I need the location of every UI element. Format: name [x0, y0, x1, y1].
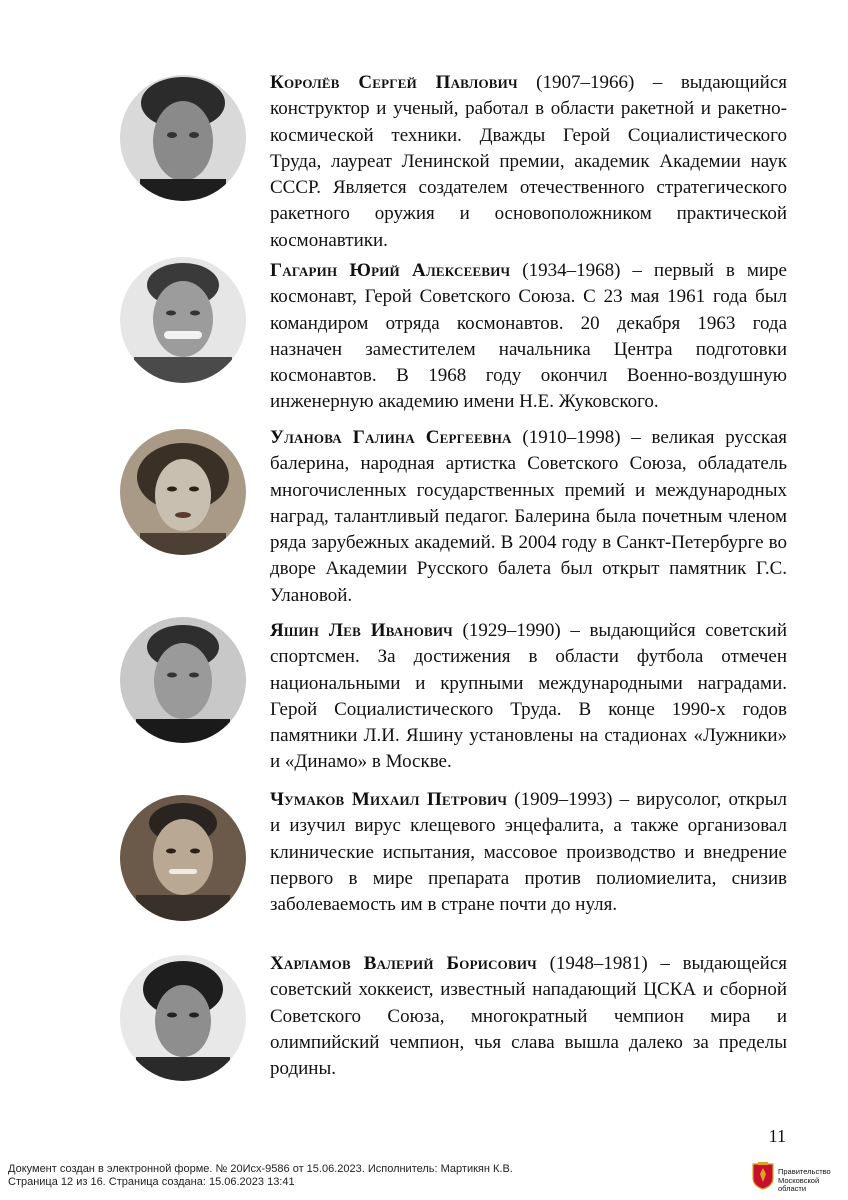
portrait-gagarin — [120, 257, 246, 383]
biography-body: (1909–1993) – вирусолог, открыл и изучил вирус клещевого энцефалита, а также организовал клинические испытания, массовое производство и внедрение первого в мире препарата против полиомиелита, снизив заболеваемость им в стране почти до нуля. — [270, 789, 788, 916]
biography-text — [270, 618, 787, 776]
biography-body: (1929–1990) – выдающийся советский спортсмен. За достижения в области футбола отмечен национальными и крупными международными наградами. Герой Социалистического Труда. В конце 1990-х годов памятники Л.И. Яшину установлены на стадионах «Лужники» и «Динамо» в Москве. — [270, 620, 788, 773]
portrait-ulanova — [120, 429, 246, 555]
person-name: Харламов Валерий Борисович — [270, 953, 537, 974]
portrait-korolev — [120, 75, 246, 201]
person-name: Уланова Галина Сергеевна — [270, 427, 512, 448]
portrait-chumakov — [120, 795, 246, 921]
document-footer — [8, 1163, 513, 1188]
footer-line-page: Страница 12 из 16. Страница создана: 15.06.2023 13:41 — [8, 1175, 295, 1188]
biography-body: (1907–1966) – выдающийся конструктор и ученый, работал в области ракетной и ракетно-космической техники. Дважды Герой Социалистического Труда, лауреат Ленинской премии, академик Академии наук СССР. Является создателем отечественного стратегического ракетного оружия и основоположником практической космонавтики. — [270, 72, 787, 251]
biography-text — [270, 951, 787, 1082]
biography-body: (1948–1981) – выдающейся советский хоккеист, известный нападающий ЦСКА и сборной Советского Союза, многократный чемпион мира и олимпийский чемпион, чья слава вышла далеко за пределы родины. — [270, 953, 788, 1080]
logo-line-2: Московской области — [778, 1175, 820, 1193]
biography-body: (1910–1998) – великая русская балерина, народная артистка Советского Союза, обладатель многочисленных государственных премий и международных наград, талантливый педагог. Балерина была почетным членом ряда зарубежных академий. В 2004 году в Санкт-Петербурге во дворе Академии Русского балета был открыт памятник Г.С. Улановой. — [270, 427, 787, 606]
person-name: Чумаков Михаил Петрович — [270, 789, 508, 810]
government-logo — [752, 1161, 848, 1195]
biography-body: (1934–1968) – первый в мире космонавт, Герой Советского Союза. С 23 мая 1961 года был командиром отряда космонавтов. 20 декабря 1963 года назначен заместителем начальника Центра подготовки космонавтов. В 1968 году окончил Военно-воздушную инженерную академию имени Н.Е. Жуковского. — [270, 260, 787, 413]
page-number: 11 — [768, 1126, 786, 1146]
portrait-kharlamov — [120, 955, 246, 1081]
person-name: Яшин Лев Иванович — [270, 620, 453, 641]
biography-text — [270, 70, 787, 254]
footer-line-document: Документ создан в электронной форме. № 20Исх-9586 от 15.06.2023. Исполнитель: Мартикян К.В. — [8, 1163, 513, 1175]
biography-text — [270, 258, 787, 416]
portrait-yashin — [120, 617, 246, 743]
person-name: Королёв Сергей Павлович — [270, 72, 518, 93]
logo-line-1: Правительство — [778, 1167, 831, 1176]
person-name: Гагарин Юрий Алексеевич — [270, 260, 511, 281]
coat-of-arms-icon — [752, 1162, 774, 1190]
biography-text — [270, 787, 787, 918]
logo-text — [778, 1168, 848, 1194]
biography-text — [270, 425, 787, 609]
